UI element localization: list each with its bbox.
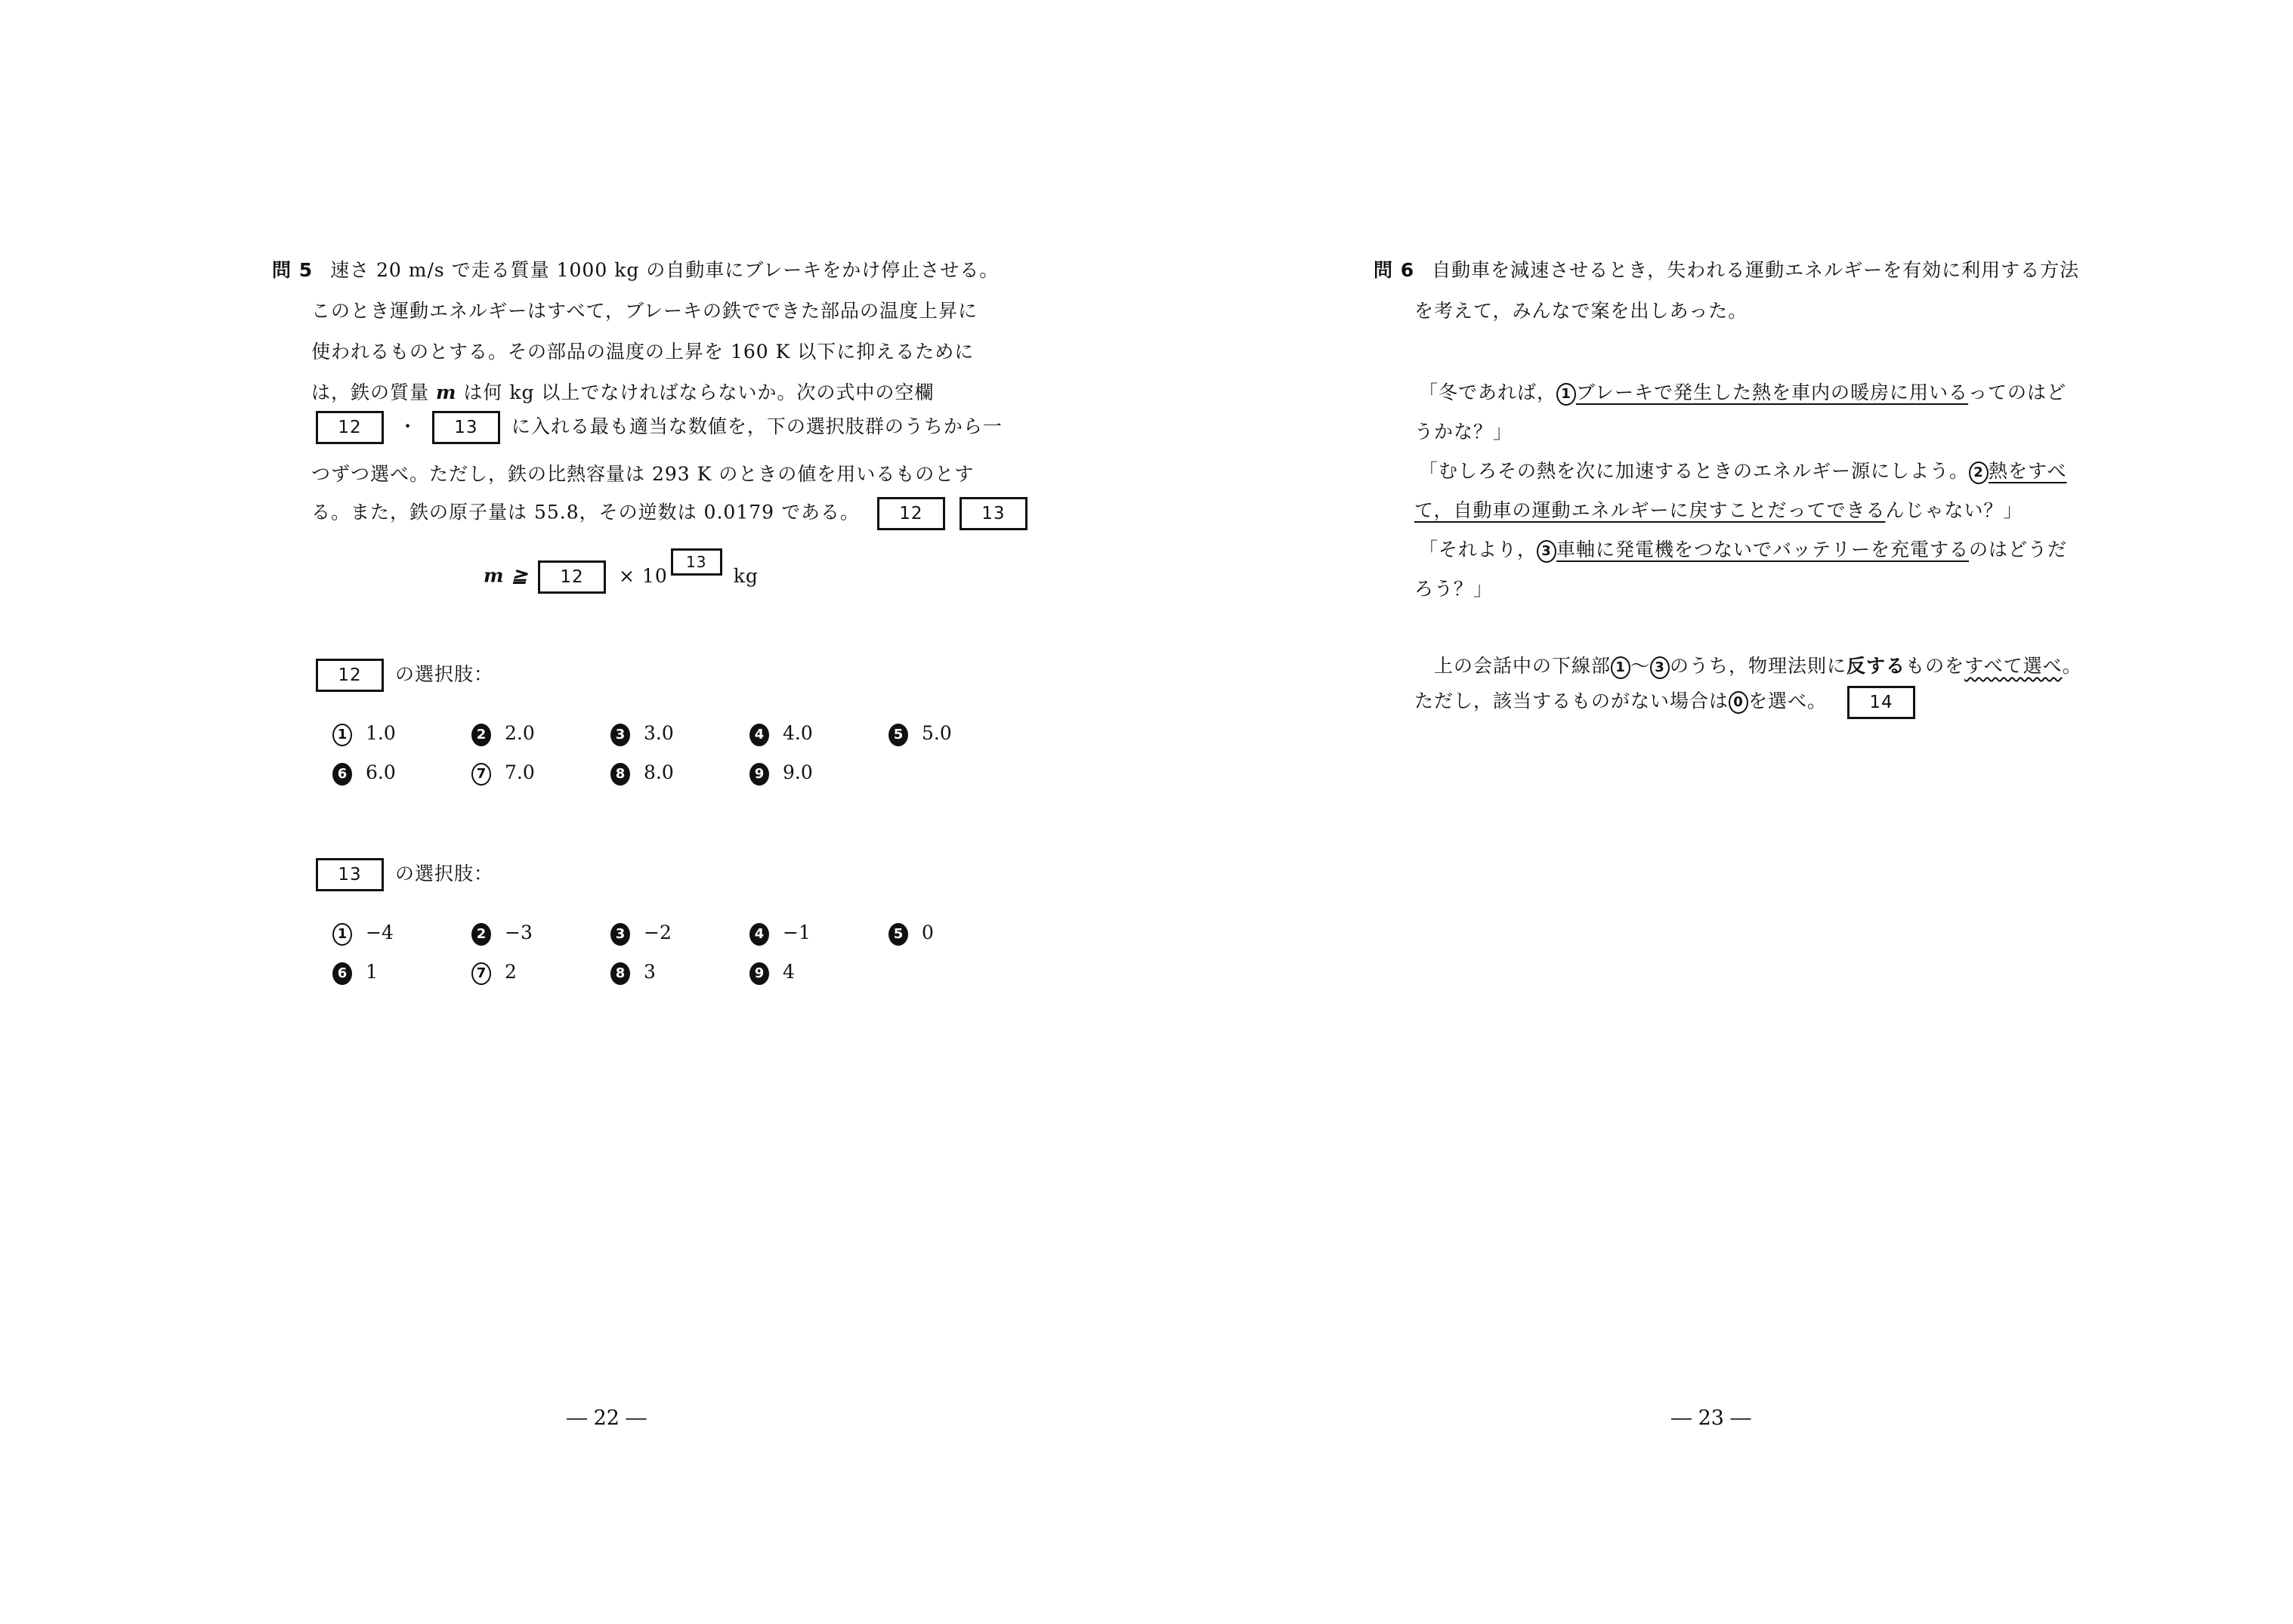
choices-12-title: の選択肢：: [394, 662, 493, 685]
statement-3-cont: ろう？」: [1414, 578, 1494, 600]
underline-marker-2: 2: [1969, 462, 1989, 484]
formula-times: × 10: [619, 564, 668, 587]
underlined-part-3: 車軸に発電機をつないでバッテリーを充電する: [1556, 539, 1970, 560]
choice-12-9[interactable]: 9 9.0: [749, 761, 813, 786]
answer-box-13: 13: [432, 411, 500, 444]
choices-13-label-box: 13: [316, 858, 384, 891]
choice-12-1[interactable]: 1 1.0: [332, 722, 396, 746]
choices-13-title: の選択肢：: [394, 862, 493, 885]
choice-12-2[interactable]: 2 2.0: [471, 722, 535, 746]
emphasis-select-all: すべて選べ: [1964, 655, 2063, 677]
q6-intro-line-2: を考えて，みんなで案を出しあった。: [1414, 300, 1748, 322]
answer-box-12: 12: [316, 411, 384, 444]
choice-13-5[interactable]: 5 0: [888, 922, 934, 946]
q6-instruction-line-2: ただし，該当するものがない場合は 0 を選べ。 14: [1414, 686, 1915, 719]
formula-box-12: 12: [538, 560, 606, 594]
q5-text-line-2: このとき運動エネルギーはすべて，ブレーキの鉄でできた部品の温度上昇に: [311, 300, 978, 322]
q6-instruction-line-1: 上の会話中の下線部 1 ～ 3 のうち，物理法則に反するものをすべて選べ。: [1434, 651, 2082, 679]
answer-box-13-mark: 13: [960, 497, 1028, 530]
choice-13-8[interactable]: 8 3: [610, 961, 656, 985]
choice-12-6[interactable]: 6 6.0: [332, 761, 396, 786]
statement-1-cont: うかな？」: [1414, 421, 1513, 443]
underlined-part-1: ブレーキで発生した熱を車内の暖房に用いる: [1576, 381, 1969, 403]
middle-dot: ・: [397, 415, 418, 437]
statement-2: 「むしろその熱を次に加速するときのエネルギー源にしよう。 2 熱をすべ: [1419, 456, 2067, 484]
choice-12-7[interactable]: 7 7.0: [471, 761, 535, 786]
mass-formula: [484, 553, 759, 594]
underline-marker-3: 3: [1537, 540, 1556, 563]
choice-12-5[interactable]: 5 5.0: [888, 722, 952, 746]
underlined-part-2a: 熱をすべ: [1989, 460, 2067, 482]
choice-13-9[interactable]: 9 4: [749, 961, 795, 985]
q5-text-line-7: る。また，鉄の原子量は 55.8，その逆数は 0.0179 である。: [311, 501, 860, 523]
choice-13-2[interactable]: 2 −3: [471, 922, 533, 946]
q5-text-line-4a: は，鉄の質量: [311, 381, 430, 403]
choice-13-7[interactable]: 7 2: [471, 961, 517, 985]
q5-text-line-5: に入れる最も適当な数値を，下の選択肢群のうちから一: [511, 415, 1003, 437]
statement-3: 「それより， 3 車軸に発電機をつないでバッテリーを充電するのはどうだ: [1419, 535, 2067, 563]
q5-heading: 問 5: [272, 259, 314, 281]
q5-text-line-6: つずつ選べ。ただし，鉄の比熱容量は 293 K のときの値を用いるものとす: [311, 463, 975, 485]
q5-text-line-1: 速さ 20 m/s で走る質量 1000 kg の自動車にブレーキをかけ停止させる。: [330, 259, 1000, 281]
zero-marker: 0: [1729, 691, 1748, 714]
statement-2-cont: て，自動車の運動エネルギーに戻すことだってできるんじゃない？」: [1414, 499, 2023, 521]
q5-text-line-4b: は何 kg 以上でなければならないか。次の式中の空欄: [463, 381, 935, 403]
choice-13-4[interactable]: 4 −1: [749, 922, 811, 946]
statement-1: 「冬であれば， 1 ブレーキで発生した熱を車内の暖房に用いるってのはど: [1419, 378, 2066, 406]
formula-unit: kg: [733, 564, 759, 587]
choice-13-3[interactable]: 3 −2: [610, 922, 672, 946]
q5-text-line-3: 使われるものとする。その部品の温度の上昇を 160 K 以下に抑えるために: [311, 341, 975, 363]
choice-13-1[interactable]: 1 −4: [332, 922, 394, 946]
emphasis-violates: 反する: [1846, 655, 1906, 677]
page-number-left: ― 22 ―: [567, 1406, 647, 1430]
q6-intro-line-1: 自動車を減速させるとき，失われる運動エネルギーを有効に利用する方法: [1432, 259, 2080, 281]
choices-12-label-box: 12: [316, 659, 384, 692]
underlined-part-2b: て，自動車の運動エネルギーに戻すことだってできる: [1414, 499, 1886, 521]
choice-12-3[interactable]: 3 3.0: [610, 722, 674, 746]
answer-box-12-mark: 12: [877, 497, 945, 530]
choice-12-8[interactable]: 8 8.0: [610, 761, 674, 786]
underline-marker-1: 1: [1556, 383, 1576, 406]
choice-12-4[interactable]: 4 4.0: [749, 722, 813, 746]
formula-lhs: m ≧: [484, 564, 529, 587]
answer-box-14: 14: [1847, 686, 1915, 719]
q6-heading: 問 6: [1374, 259, 1415, 281]
choice-13-6[interactable]: 6 1: [332, 961, 378, 985]
formula-exponent-box-13: 13: [671, 548, 722, 576]
page-number-right: ― 23 ―: [1671, 1406, 1751, 1430]
variable-m: m: [435, 381, 457, 403]
